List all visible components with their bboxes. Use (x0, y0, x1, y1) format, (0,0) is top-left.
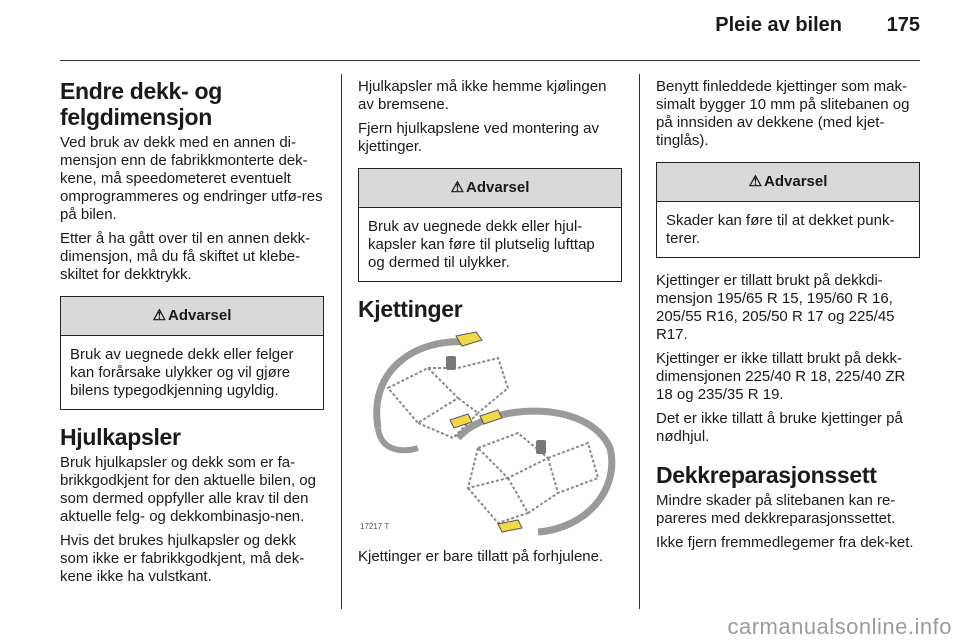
paragraph: Ikke fjern fremmedlegemer fra dek-ket. (656, 534, 914, 551)
warning-box (656, 162, 920, 258)
paragraph: Bruk hjulkapsler og dekk som er fa-brikkgodkjent for den aktuelle bilen, og som dermed oppfyller alle krav til den aktuelle felg- og dekkombinasjo-nen. (60, 454, 316, 525)
snow-chain-drawing (358, 328, 622, 538)
warning-label: Advarsel (466, 179, 530, 196)
warning-icon: ⚠ (748, 173, 763, 190)
snow-chain-illustration (358, 328, 622, 538)
paragraph: Kjettinger er bare tillatt på forhjulene. (358, 548, 604, 565)
column-1 (60, 78, 324, 592)
page-number: 175 (886, 14, 920, 36)
warning-header (61, 297, 323, 336)
watermark-text: carmanualsonline.info (727, 614, 952, 639)
warning-label: Advarsel (764, 173, 828, 190)
column-divider-2 (639, 74, 640, 609)
warning-text: Bruk av uegnede dekk eller hjul-kapsler kan føre til plutselig lufttap og dermed til ulykker. (368, 218, 595, 271)
warning-icon: ⚠ (152, 307, 167, 324)
warning-box (60, 296, 324, 410)
warning-icon: ⚠ (450, 179, 465, 196)
paragraph: Etter å ha gått over til en annen dekk-dimensjon, må du få skiftet ut klebe-skiltet for dekktrykk. (60, 230, 311, 283)
paragraph: Kjettinger er tillatt brukt på dekkdi-mensjon 195/65 R 15, 195/60 R 16, 205/55 R16, 205/50 R 17 og 225/45 R17. (656, 272, 895, 343)
header-rule (60, 60, 920, 61)
image-id: 17217 T (360, 522, 390, 531)
paragraph: Kjettinger er ikke tillatt brukt på dekk-dimensjonen 225/40 R 18, 225/40 ZR 18 og 235/35 R 19. (656, 350, 906, 403)
paragraph: Hvis det brukes hjulkapsler og dekk som ikke er fabrikkgodkjent, må dek-kene ikke ha vulstkant. (60, 532, 305, 585)
column-divider-1 (341, 74, 342, 609)
page-header (0, 0, 960, 62)
warning-text: Bruk av uegnede dekk eller felger kan forårsake ulykker og vil gjøre bilens typegodkjenning ugyldig. (70, 346, 294, 399)
heading-tire-repair-kit: Dekkreparasjonssett (656, 462, 877, 488)
paragraph: Hjulkapsler må ikke hemme kjølingen av bremsene. (358, 78, 607, 113)
header-title: Pleie av bilen (715, 14, 842, 36)
column-2 (358, 78, 622, 572)
heading-chains: Kjettinger (358, 296, 463, 322)
heading-tire-dimension: Endre dekk- og felgdimensjon (60, 78, 222, 130)
column-3 (656, 78, 920, 558)
paragraph: Ved bruk av dekk med en annen di-mensjon enn de fabrikkmonterte dek-kene, må speedometeret eventuelt omprogrammeres og endringer utfø-res på bilen. (60, 134, 323, 223)
warning-label: Advarsel (168, 307, 232, 324)
warning-text: Skader kan føre til at dekket punk-terer. (666, 212, 895, 247)
warning-header (359, 169, 621, 208)
warning-header (657, 163, 919, 202)
heading-hubcaps: Hjulkapsler (60, 424, 181, 450)
paragraph: Fjern hjulkapslene ved montering av kjettinger. (358, 120, 599, 155)
paragraph: Mindre skader på slitebanen kan re-pareres med dekkreparasjonssettet. (656, 492, 896, 527)
paragraph: Benytt finleddede kjettinger som mak-simalt bygger 10 mm på slitebanen og på innsiden av dekkene (med kjet-tinglås). (656, 78, 910, 149)
paragraph: Det er ikke tillatt å bruke kjettinger på nødhjul. (656, 410, 903, 445)
warning-box (358, 168, 622, 282)
